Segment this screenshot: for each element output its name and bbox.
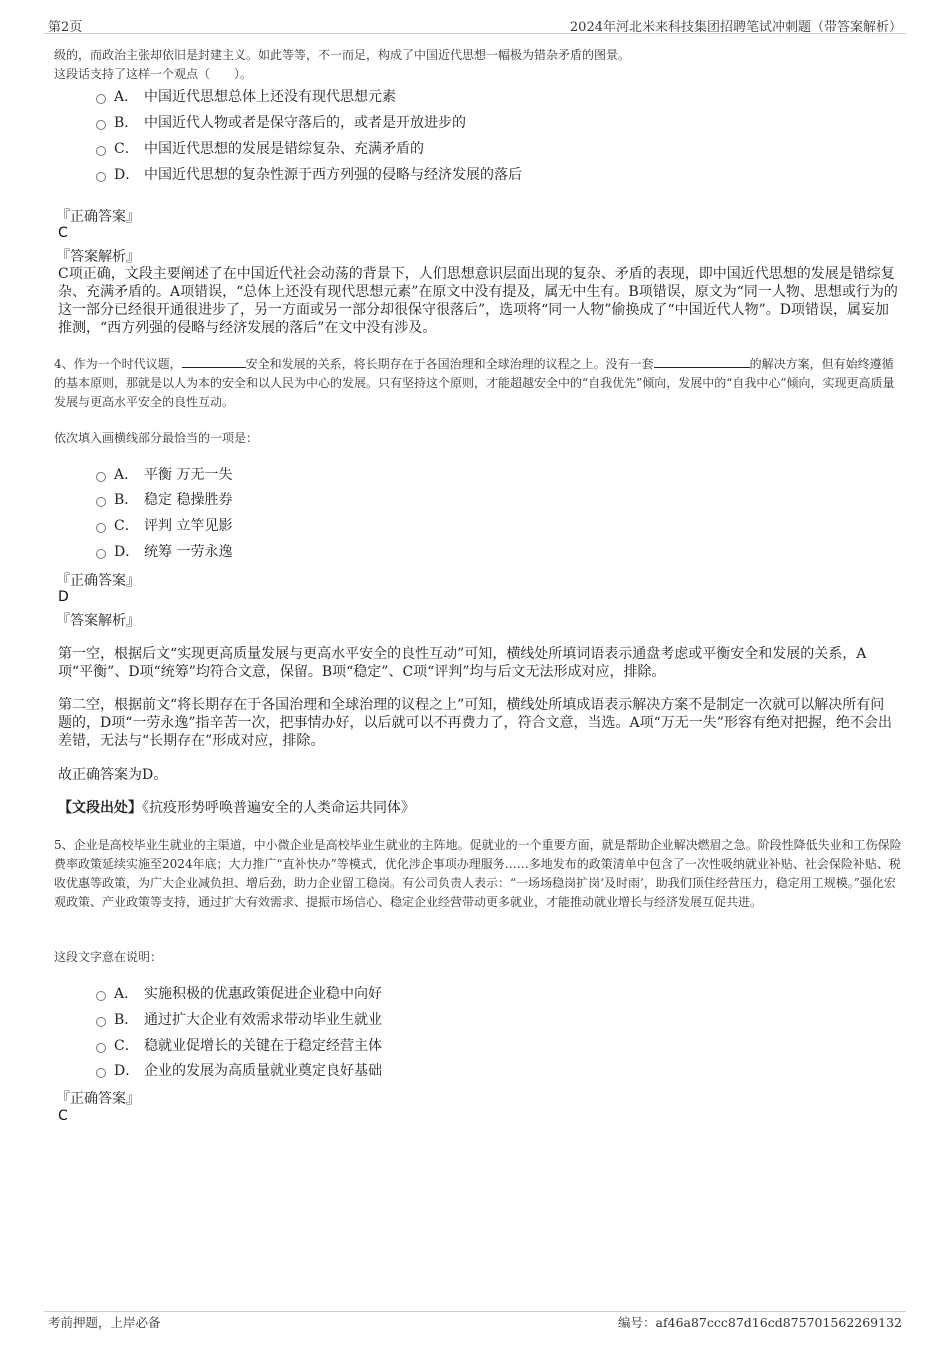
q5-stem: 5、企业是高校毕业生就业的主渠道，中小微企业是高校毕业生就业的主阵地。促就业的一个重要方面，就是帮助企业解决燃眉之急。阶段性降低失业和工伤保险费率政策延续实施至2024年底；大力推广“直补快办”等模式，优化涉企事项办理服务……多地发布的政策清单中包含了一次性吸纳就业补贴、社会保险补贴、税收优惠等政策，为广大企业减负担、增后劲，助力企业留工稳岗。有公司负责人表示：“一场场稳岗扩岗‘及时雨’，助我们顶住经营压力，稳定用工规模。”强化宏观政策、产业政策等支持，通过扩大有效需求、提振市场信心、稳定企业经营带动更多就业，才能推动就业增长与经济发展互促共进。 xyxy=(54,838,902,909)
q4-option-b[interactable]: B． 稳定 稳操胜券 xyxy=(96,490,232,510)
q5-option-a[interactable]: A． 实施积极的优惠政策促进企业稳中向好 xyxy=(96,984,382,1004)
q5-option-b[interactable]: B． 通过扩大企业有效需求带动毕业生就业 xyxy=(96,1010,382,1030)
q4-analysis-para-1: 第一空，根据后文“实现更高质量发展与更高水平安全的良性互动”可知，横线处所填词语表示通盘考虑或平衡安全和发展的关系，A项“平衡”、D项“统筹”均符合文意，保留。B项“稳定”、C项“评判”均与后文无法形成对应，排除。 xyxy=(58,646,867,680)
radio-icon[interactable] xyxy=(96,1068,106,1078)
radio-icon[interactable] xyxy=(96,172,106,182)
q3-analysis: C项正确，文段主要阐述了在中国近代社会动荡的背景下，人们思想意识层面出现的复杂、矛盾的表现，即中国近代思想的发展是错综复杂、充满矛盾的。A项错误，“总体上还没有现代思想元素”在原文中没有提及，属无中生有。B项错误，原文为“同一人物、思想或行为的这一部分已经很开通很进步了，另一方面或另一部分却很保守很落后”，选项将“同一人物”偷换成了“中国近代人物”。D项错误，属妄加推测，“西方列强的侵略与经济发展的落后”在文中没有涉及。 xyxy=(58,266,898,336)
q5-prompt: 这段文字意在说明： xyxy=(54,950,163,964)
q3-answer-label: 『正确答案』 xyxy=(56,209,140,225)
q4-option-d[interactable]: D． 统筹 一劳永逸 xyxy=(96,542,232,562)
blank-1 xyxy=(182,367,246,368)
q3-analysis-label: 『答案解析』 xyxy=(56,249,140,265)
footer-divider xyxy=(44,1311,906,1312)
q3-answer: C xyxy=(58,225,68,241)
document-serial: 编号：af46a87ccc87d16cd875701562269132 xyxy=(618,1315,902,1330)
q5-answer-label: 『正确答案』 xyxy=(56,1091,140,1107)
q4-source: 【文段出处】《抗疫形势呼唤普遍安全的人类命运共同体》 xyxy=(58,800,415,816)
q3-option-b[interactable]: B． 中国近代人物或者是保守落后的，或者是开放进步的 xyxy=(96,113,466,133)
footer-slogan: 考前押题，上岸必备 xyxy=(48,1315,161,1330)
q4-answer-label: 『正确答案』 xyxy=(56,573,140,589)
radio-icon[interactable] xyxy=(96,497,106,507)
q4-option-c[interactable]: C． 评判 立竿见影 xyxy=(96,516,232,536)
page-number: 第2页 xyxy=(48,20,83,35)
q4-prompt: 依次填入画横线部分最恰当的一项是： xyxy=(54,431,259,445)
q3-option-c[interactable]: C． 中国近代思想的发展是错综复杂、充满矛盾的 xyxy=(96,139,424,159)
q3-stem-line-1: 级的，而政治主张却依旧是封建主义。如此等等，不一而足，构成了中国近代思想一幅极为错杂矛盾的图景。 xyxy=(54,48,631,62)
q5-answer: C xyxy=(58,1108,68,1124)
radio-icon[interactable] xyxy=(96,1043,106,1053)
q5-option-d[interactable]: D． 企业的发展为高质量就业奠定良好基础 xyxy=(96,1061,382,1081)
q4-stem: 4、作为一个时代议题， 安全和发展的关系，将长期存在于各国治理和全球治理的议程之上。没有一套 的解决方案，但有始终遵循的基本原则，那就是以人为本的安全和以人民为中心的发展。只有坚持这个原则，才能超越安全中的“自我优先”倾向，发展中的“自我中心”倾向，实现更高质量发展与更高水平安全的良性互动。 xyxy=(54,357,895,409)
q4-analysis-label: 『答案解析』 xyxy=(56,613,140,629)
q4-analysis-para-2: 第二空，根据前文“将长期存在于各国治理和全球治理的议程之上”可知，横线处所填成语表示解决方案不是制定一次就可以解决所有问题的，D项“一劳永逸”指辛苦一次，把事情办好，以后就可以不再费力了，符合文意，当选。A项“万无一失”形容有绝对把握，绝不会出差错，无法与“长期存在”形成对应，排除。 xyxy=(58,697,892,749)
q5-option-c[interactable]: C． 稳就业促增长的关键在于稳定经营主体 xyxy=(96,1036,382,1056)
radio-icon[interactable] xyxy=(96,120,106,130)
q3-option-d[interactable]: D． 中国近代思想的复杂性源于西方列强的侵略与经济发展的落后 xyxy=(96,165,522,185)
header-divider xyxy=(44,33,906,34)
q3-option-a[interactable]: A． 中国近代思想总体上还没有现代思想元素 xyxy=(96,87,396,107)
radio-icon[interactable] xyxy=(96,94,106,104)
q4-answer: D xyxy=(58,589,69,605)
q4-analysis-conclusion: 故正确答案为D。 xyxy=(58,767,168,783)
q4-option-a[interactable]: A． 平衡 万无一失 xyxy=(96,465,232,485)
radio-icon[interactable] xyxy=(96,523,106,533)
radio-icon[interactable] xyxy=(96,146,106,156)
q3-stem xyxy=(54,46,904,84)
radio-icon[interactable] xyxy=(96,472,106,482)
blank-2 xyxy=(654,367,750,368)
radio-icon[interactable] xyxy=(96,549,106,559)
radio-icon[interactable] xyxy=(96,1017,106,1027)
q3-stem-line-2: 这段话支持了这样一个观点（ ）。 xyxy=(54,67,253,81)
radio-icon[interactable] xyxy=(96,991,106,1001)
document-title: 2024年河北米来科技集团招聘笔试冲刺题（带答案解析） xyxy=(569,20,902,35)
